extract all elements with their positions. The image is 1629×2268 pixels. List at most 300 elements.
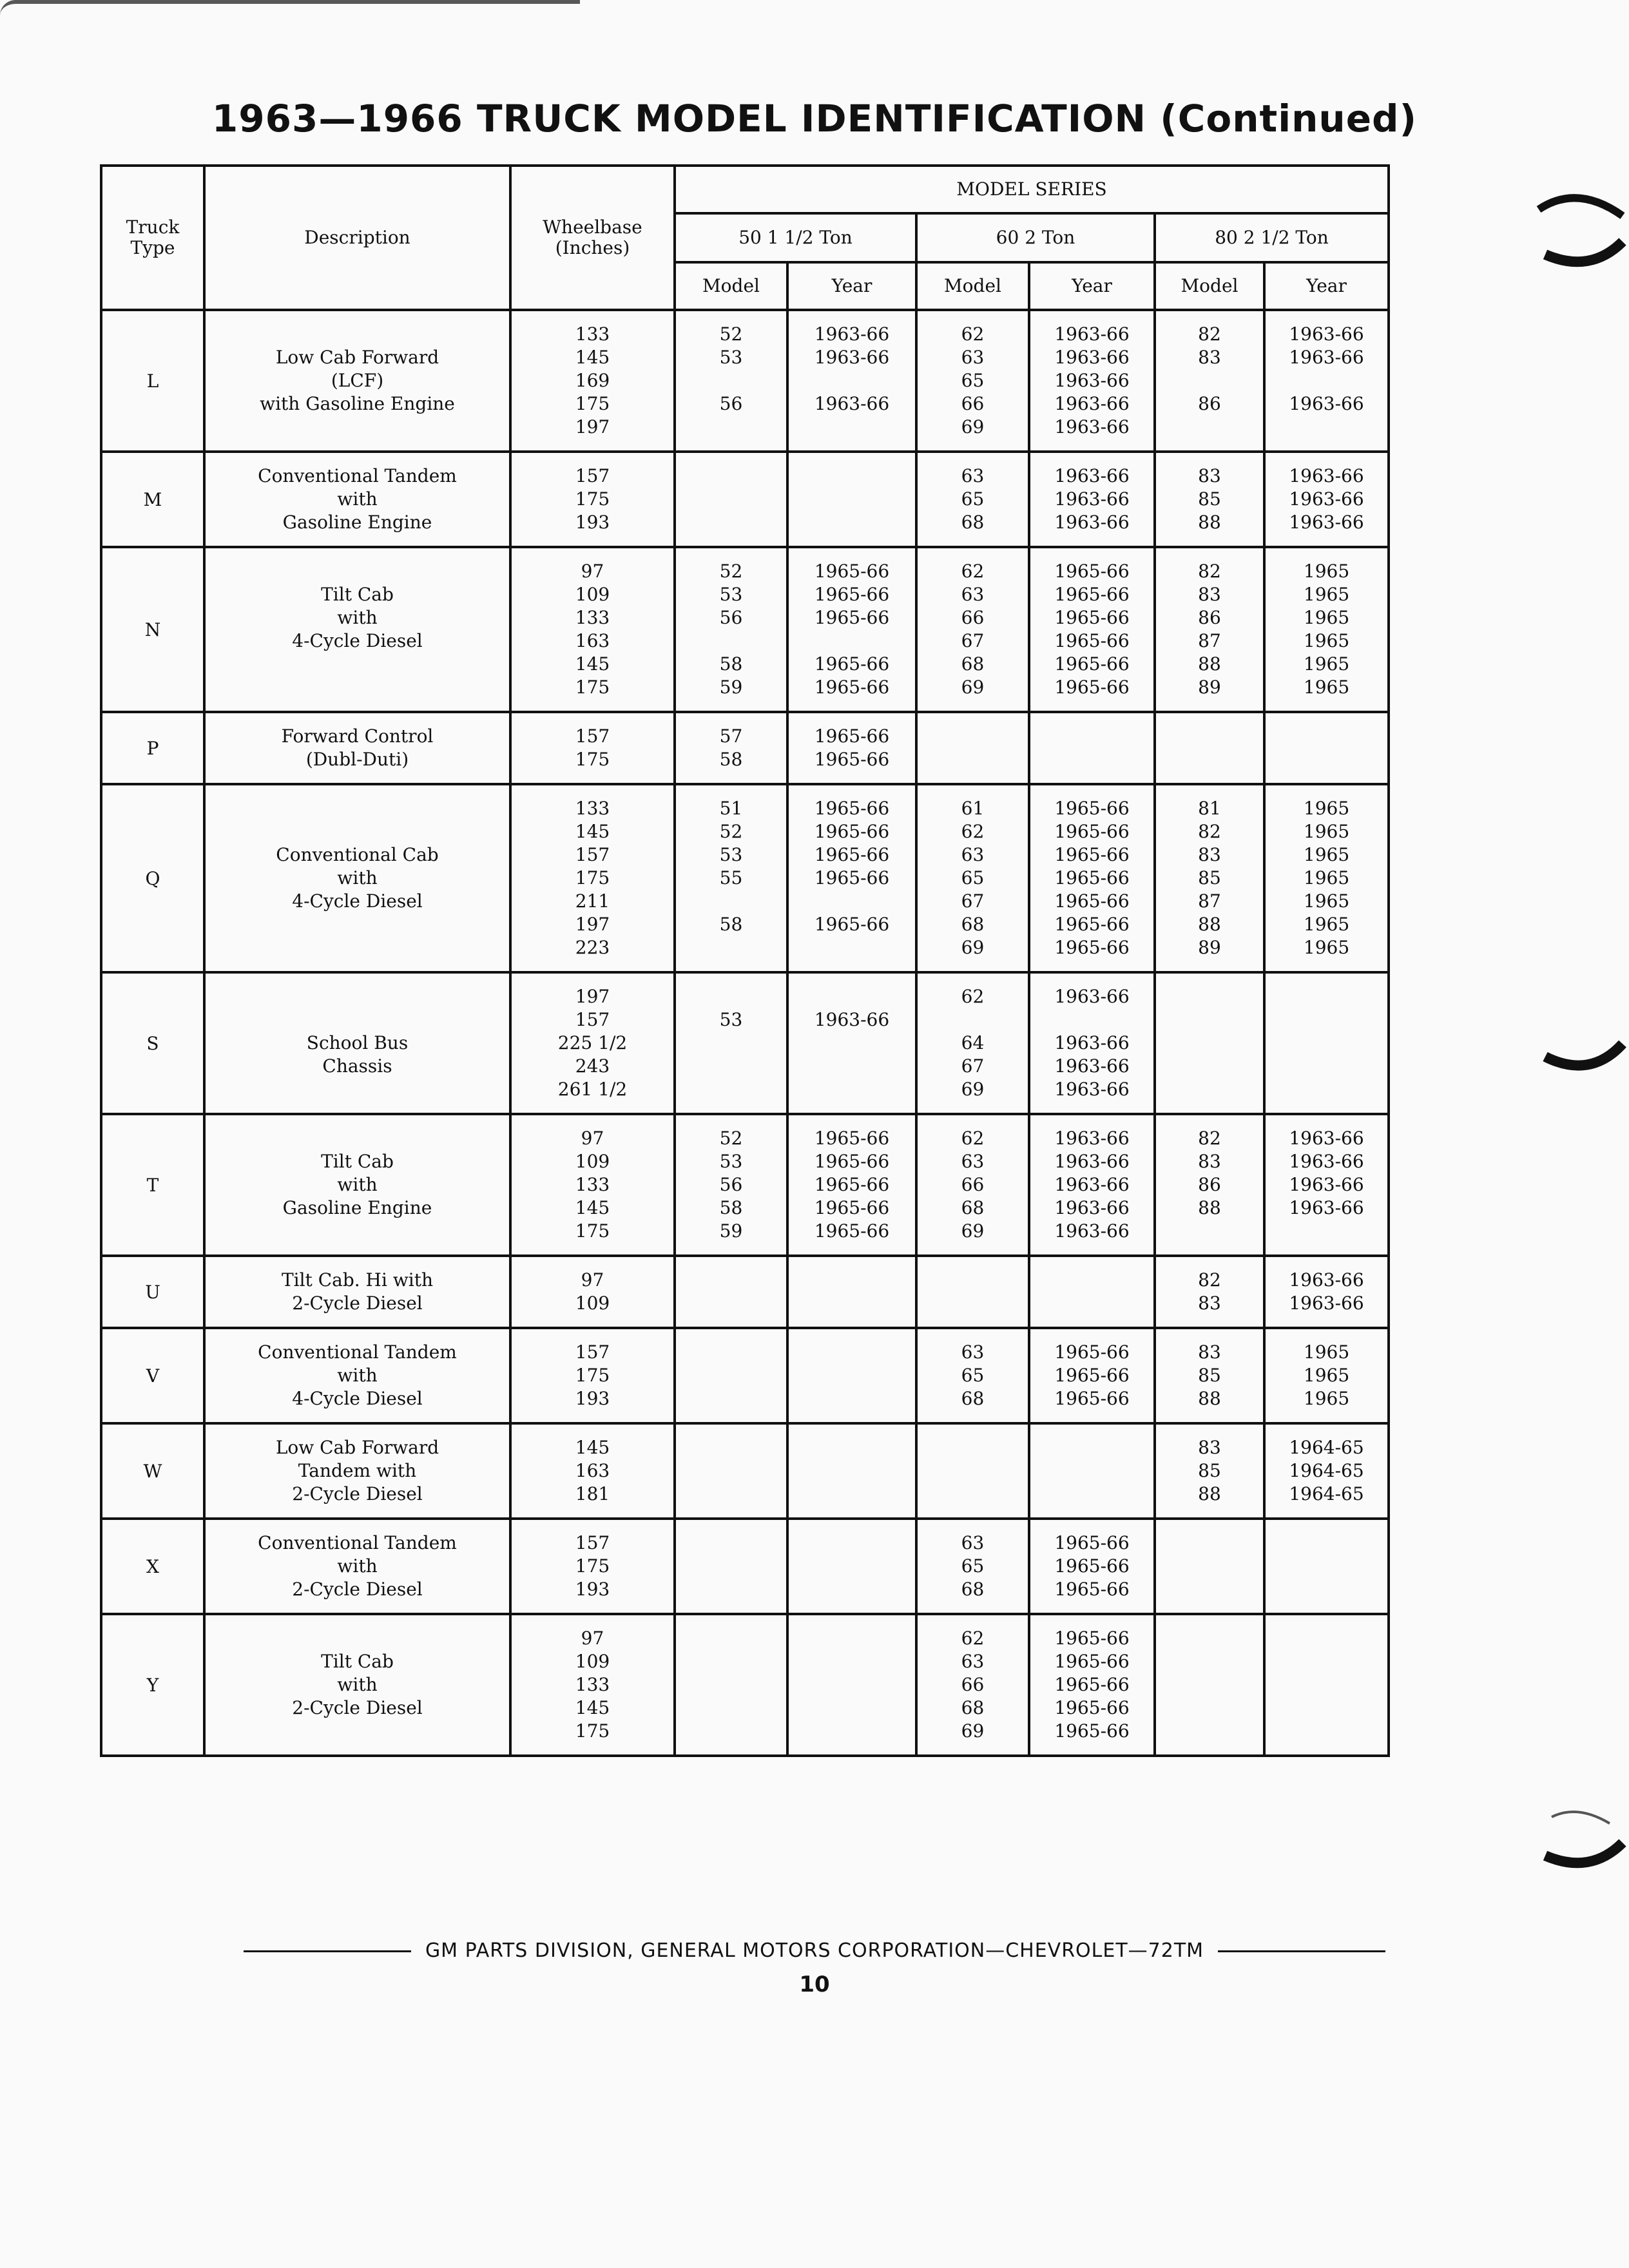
description-line: Forward Control: [281, 726, 434, 747]
model-60-value: [918, 1459, 1028, 1483]
year-80-value: 1965: [1303, 561, 1350, 582]
year-80-value: [1266, 1720, 1387, 1743]
year-80-value: [1266, 748, 1387, 771]
year-80-cell: [1264, 784, 1389, 972]
year-60-cell: [1029, 1328, 1155, 1423]
model-80-value: 88: [1198, 512, 1221, 533]
model-80-cell: [1155, 1614, 1264, 1756]
year-50-value: 1965-66: [814, 1151, 890, 1172]
year-50-cell: [787, 1328, 916, 1423]
description-line: (Dubl-Duti): [305, 749, 409, 770]
year-80-cell: [1264, 310, 1389, 452]
model-50-value: 58: [719, 1197, 743, 1218]
model-80-value: 83: [1198, 1437, 1221, 1458]
model-60-value: 68: [961, 512, 985, 533]
model-60-value: 65: [961, 867, 985, 889]
truck-type-cell: P: [101, 712, 204, 784]
year-60-value: 1965-66: [1054, 1365, 1130, 1386]
year-80-cell: [1264, 1614, 1389, 1756]
year-50-value: 1963-66: [814, 1009, 890, 1030]
model-60-value: 62: [961, 986, 985, 1007]
year-80-value: 1965: [1303, 914, 1350, 935]
model-50-value: 53: [719, 1009, 743, 1030]
model-60-value: 63: [961, 1532, 985, 1553]
model-80-cell: [1155, 452, 1264, 547]
table-row: [101, 1423, 1389, 1519]
binder-hole-mark-middle: [1526, 992, 1629, 1089]
wheelbase-value: 163: [575, 1460, 610, 1481]
model-50-value: 51: [719, 798, 743, 819]
model-60-value: 66: [961, 1674, 985, 1695]
year-60-value: 1965-66: [1054, 653, 1130, 675]
model-60-value: [918, 748, 1028, 771]
model-60-value: 68: [961, 1697, 985, 1718]
description-line: [206, 913, 509, 936]
wheelbase-value: 169: [575, 370, 610, 391]
description-line: 2-Cycle Diesel: [292, 1697, 423, 1718]
model-80-value: [1156, 1555, 1263, 1578]
model-60-cell: [916, 972, 1029, 1114]
year-60-value: [1030, 1269, 1153, 1292]
description-line: [206, 676, 509, 699]
model-80-value: 85: [1198, 1365, 1221, 1386]
model-60-value: 62: [961, 821, 985, 842]
wheelbase-cell: [510, 712, 675, 784]
model-60-value: [918, 725, 1028, 748]
wheelbase-value: 175: [575, 1365, 610, 1386]
year-80-value: [1266, 1578, 1387, 1601]
model-60-value: 68: [961, 914, 985, 935]
model-80-value: 88: [1198, 653, 1221, 675]
description-line: with: [337, 1674, 378, 1695]
year-80-value: 1963-66: [1289, 1269, 1364, 1291]
year-60-value: [1030, 1292, 1153, 1315]
year-80-value: [1266, 416, 1387, 439]
model-50-value: [676, 1555, 786, 1578]
description-line: Low Cab Forward: [275, 1437, 439, 1458]
year-50-value: [789, 1532, 915, 1555]
description-cell: [204, 1423, 510, 1519]
model-50-value: 57: [719, 726, 743, 747]
wheelbase-value: 175: [575, 677, 610, 698]
description-line: 2-Cycle Diesel: [292, 1483, 423, 1504]
year-80-cell: [1264, 1114, 1389, 1256]
model-80-value: [1156, 416, 1263, 439]
model-50-value: [676, 488, 786, 511]
year-50-value: [789, 1436, 915, 1459]
wheelbase-cell: [510, 310, 675, 452]
year-60-value: 1965-66: [1054, 677, 1130, 698]
model-60-value: [918, 1436, 1028, 1459]
header-truck-type: Truck Type: [101, 166, 204, 310]
model-80-cell: [1155, 310, 1264, 452]
model-50-value: 53: [719, 1151, 743, 1172]
model-80-value: 83: [1198, 844, 1221, 865]
wheelbase-value: 243: [575, 1055, 610, 1077]
header-year-80: Year: [1264, 262, 1389, 310]
model-60-value: 65: [961, 1365, 985, 1386]
truck-type-cell: T: [101, 1114, 204, 1256]
year-50-value: 1965-66: [814, 749, 890, 770]
year-60-cell: [1029, 972, 1155, 1114]
description-line: with: [337, 1365, 378, 1386]
model-80-value: 88: [1198, 1388, 1221, 1409]
year-80-value: 1963-66: [1289, 1197, 1364, 1218]
year-50-value: 1965-66: [814, 561, 890, 582]
year-80-value: 1963-66: [1289, 465, 1364, 486]
description-line: [206, 416, 509, 439]
model-80-value: [1156, 725, 1263, 748]
year-80-cell: [1264, 452, 1389, 547]
model-50-cell: [675, 1519, 787, 1614]
wheelbase-value: 97: [581, 561, 604, 582]
year-60-value: [1030, 1008, 1153, 1032]
model-80-value: [1156, 985, 1263, 1008]
model-60-value: [918, 1269, 1028, 1292]
model-50-value: [676, 629, 786, 653]
model-60-value: 66: [961, 393, 985, 414]
truck-type-cell: Y: [101, 1614, 204, 1756]
truck-type-cell: Q: [101, 784, 204, 972]
scan-edge-mark: [0, 0, 580, 15]
model-80-value: [1156, 748, 1263, 771]
year-50-value: [789, 1292, 915, 1315]
wheelbase-value: 97: [581, 1628, 604, 1649]
year-50-value: 1963-66: [814, 323, 890, 345]
year-50-value: [789, 1696, 915, 1720]
description-line: [206, 936, 509, 959]
wheelbase-value: 211: [575, 890, 610, 912]
year-60-value: 1965-66: [1054, 798, 1130, 819]
year-50-cell: [787, 1519, 916, 1614]
description-line: Chassis: [322, 1055, 392, 1077]
year-50-value: [789, 1364, 915, 1387]
wheelbase-cell: [510, 452, 675, 547]
description-line: [206, 1078, 509, 1101]
model-80-value: [1156, 1532, 1263, 1555]
year-80-value: [1266, 1673, 1387, 1696]
year-60-cell: [1029, 784, 1155, 972]
model-80-value: 83: [1198, 465, 1221, 486]
wheelbase-value: 193: [575, 512, 610, 533]
model-80-value: 88: [1198, 914, 1221, 935]
model-50-value: 56: [719, 1174, 743, 1195]
year-60-cell: [1029, 1423, 1155, 1519]
year-80-value: 1963-66: [1289, 1174, 1364, 1195]
year-50-value: [789, 416, 915, 439]
wheelbase-value: 133: [575, 323, 610, 345]
model-50-value: [676, 465, 786, 488]
description-line: Low Cab Forward: [275, 347, 439, 368]
model-60-value: 61: [961, 798, 985, 819]
year-50-cell: [787, 1256, 916, 1328]
model-60-value: 67: [961, 890, 985, 912]
model-80-cell: [1155, 712, 1264, 784]
model-50-value: [676, 511, 786, 534]
year-60-value: 1965-66: [1054, 844, 1130, 865]
model-50-value: [676, 416, 786, 439]
model-60-value: 68: [961, 653, 985, 675]
model-50-value: [676, 1578, 786, 1601]
wheelbase-value: 109: [575, 1151, 610, 1172]
description-line: [206, 1220, 509, 1243]
year-60-value: 1965-66: [1054, 1720, 1130, 1742]
year-60-cell: [1029, 310, 1155, 452]
truck-type-cell: L: [101, 310, 204, 452]
description-line: 4-Cycle Diesel: [292, 1388, 423, 1409]
model-50-value: [676, 985, 786, 1008]
year-50-value: 1965-66: [814, 584, 890, 605]
year-50-value: [789, 1650, 915, 1673]
truck-type-cell: N: [101, 547, 204, 712]
year-60-value: 1963-66: [1054, 488, 1130, 510]
description-line: 4-Cycle Diesel: [292, 630, 423, 651]
year-80-value: [1266, 1555, 1387, 1578]
year-80-value: [1266, 1078, 1387, 1101]
wheelbase-value: 175: [575, 1555, 610, 1577]
model-60-cell: [916, 1328, 1029, 1423]
model-50-value: 52: [719, 1128, 743, 1149]
description-line: with Gasoline Engine: [260, 393, 455, 414]
model-50-value: 53: [719, 584, 743, 605]
model-80-value: 88: [1198, 1197, 1221, 1218]
model-50-value: [676, 1696, 786, 1720]
year-60-value: 1965-66: [1054, 821, 1130, 842]
wheelbase-value: 145: [575, 821, 610, 842]
model-60-value: 63: [961, 465, 985, 486]
description-line: Gasoline Engine: [282, 512, 432, 533]
year-60-value: 1965-66: [1054, 607, 1130, 628]
wheelbase-cell: [510, 1423, 675, 1519]
wheelbase-value: 109: [575, 584, 610, 605]
year-60-value: 1963-66: [1054, 1032, 1130, 1053]
model-50-cell: [675, 1328, 787, 1423]
model-60-cell: [916, 1423, 1029, 1519]
page-number: 10: [799, 1972, 830, 1997]
year-80-value: [1266, 725, 1387, 748]
year-50-value: 1965-66: [814, 867, 890, 889]
model-50-value: [676, 1459, 786, 1483]
model-50-value: [676, 1720, 786, 1743]
year-60-cell: [1029, 1256, 1155, 1328]
model-60-value: 69: [961, 677, 985, 698]
model-60-value: 65: [961, 1555, 985, 1577]
year-60-value: 1965-66: [1054, 561, 1130, 582]
table-row: [101, 452, 1389, 547]
model-80-value: [1156, 1220, 1263, 1243]
model-50-cell: [675, 1614, 787, 1756]
year-60-value: 1965-66: [1054, 937, 1130, 958]
description-cell: [204, 310, 510, 452]
model-80-value: 82: [1198, 821, 1221, 842]
model-60-value: 65: [961, 488, 985, 510]
year-60-value: 1963-66: [1054, 370, 1130, 391]
model-50-value: [676, 1269, 786, 1292]
year-80-value: 1965: [1303, 653, 1350, 675]
year-50-value: 1965-66: [814, 726, 890, 747]
year-80-value: 1963-66: [1289, 1151, 1364, 1172]
description-line: [206, 1008, 509, 1032]
table-row: [101, 310, 1389, 452]
year-60-value: 1965-66: [1054, 1555, 1130, 1577]
wheelbase-value: 157: [575, 1341, 610, 1363]
table-row: [101, 1614, 1389, 1756]
wheelbase-cell: [510, 1614, 675, 1756]
model-50-value: [676, 369, 786, 392]
model-50-cell: [675, 712, 787, 784]
model-50-value: [676, 1532, 786, 1555]
year-80-value: [1266, 1532, 1387, 1555]
model-60-value: 67: [961, 1055, 985, 1077]
year-60-value: 1963-66: [1054, 1174, 1130, 1195]
model-60-cell: [916, 310, 1029, 452]
table-row: [101, 547, 1389, 712]
wheelbase-value: 175: [575, 1720, 610, 1742]
year-60-value: 1965-66: [1054, 1532, 1130, 1553]
model-60-cell: [916, 1614, 1029, 1756]
year-50-value: [789, 1627, 915, 1650]
header-model-50: Model: [675, 262, 787, 310]
header-description: Description: [204, 166, 510, 310]
year-80-value: 1963-66: [1289, 1293, 1364, 1314]
model-60-value: 69: [961, 1220, 985, 1242]
year-80-value: 1965: [1303, 821, 1350, 842]
model-80-cell: [1155, 1423, 1264, 1519]
wheelbase-value: 157: [575, 1532, 610, 1553]
model-50-value: 58: [719, 914, 743, 935]
year-60-value: 1963-66: [1054, 1220, 1130, 1242]
model-80-value: [1156, 1032, 1263, 1055]
year-80-value: 1963-66: [1289, 347, 1364, 368]
year-80-value: 1963-66: [1289, 393, 1364, 414]
year-80-value: 1963-66: [1289, 1128, 1364, 1149]
wheelbase-value: 175: [575, 867, 610, 889]
wheelbase-value: 197: [575, 914, 610, 935]
model-80-cell: [1155, 1256, 1264, 1328]
description-line: (LCF): [331, 370, 384, 391]
year-50-value: 1965-66: [814, 798, 890, 819]
description-line: [206, 1720, 509, 1743]
wheelbase-value: 175: [575, 1220, 610, 1242]
year-60-value: 1963-66: [1054, 986, 1130, 1007]
model-60-value: 62: [961, 323, 985, 345]
model-50-value: [676, 1292, 786, 1315]
year-50-cell: [787, 972, 916, 1114]
model-50-value: 58: [719, 653, 743, 675]
wheelbase-value: 133: [575, 1674, 610, 1695]
model-50-value: 52: [719, 821, 743, 842]
year-60-cell: [1029, 712, 1155, 784]
table-row: [101, 1114, 1389, 1256]
year-60-value: 1965-66: [1054, 1651, 1130, 1672]
year-80-value: 1965: [1303, 798, 1350, 819]
wheelbase-cell: [510, 1256, 675, 1328]
description-line: [206, 797, 509, 820]
year-50-value: [789, 1673, 915, 1696]
model-80-value: 89: [1198, 677, 1221, 698]
year-80-value: 1965: [1303, 1388, 1350, 1409]
description-line: 2-Cycle Diesel: [292, 1293, 423, 1314]
model-80-value: 88: [1198, 1483, 1221, 1504]
wheelbase-value: 197: [575, 416, 610, 437]
wheelbase-value: 109: [575, 1651, 610, 1672]
model-60-value: 69: [961, 1079, 985, 1100]
model-80-value: 85: [1198, 488, 1221, 510]
model-50-cell: [675, 452, 787, 547]
model-60-value: 63: [961, 844, 985, 865]
year-80-value: [1266, 369, 1387, 392]
model-80-value: 86: [1198, 393, 1221, 414]
wheelbase-value: 261 1/2: [557, 1079, 628, 1100]
model-50-cell: [675, 310, 787, 452]
model-80-value: [1156, 1055, 1263, 1078]
footer-rule-left: [244, 1950, 411, 1952]
year-50-value: [789, 1555, 915, 1578]
year-60-cell: [1029, 547, 1155, 712]
model-50-cell: [675, 1256, 787, 1328]
model-50-cell: [675, 1114, 787, 1256]
year-60-value: [1030, 1483, 1153, 1506]
year-60-value: 1965-66: [1054, 890, 1130, 912]
year-80-cell: [1264, 1256, 1389, 1328]
year-50-value: 1965-66: [814, 677, 890, 698]
model-60-value: 63: [961, 584, 985, 605]
year-50-value: 1963-66: [814, 393, 890, 414]
year-50-cell: [787, 1114, 916, 1256]
model-50-cell: [675, 784, 787, 972]
model-60-value: 68: [961, 1197, 985, 1218]
description-line: Tilt Cab: [321, 1151, 394, 1172]
description-line: Conventional Tandem: [258, 1341, 457, 1363]
description-line: Tilt Cab: [321, 584, 394, 605]
model-60-value: 69: [961, 1720, 985, 1742]
model-60-value: 68: [961, 1579, 985, 1600]
model-80-value: 83: [1198, 347, 1221, 368]
year-80-value: 1963-66: [1289, 488, 1364, 510]
model-80-value: 82: [1198, 323, 1221, 345]
year-50-cell: [787, 1614, 916, 1756]
year-80-cell: [1264, 712, 1389, 784]
model-80-cell: [1155, 547, 1264, 712]
header-model-series: MODEL SERIES: [675, 166, 1389, 213]
wheelbase-value: 133: [575, 798, 610, 819]
description-line: with: [337, 1555, 378, 1577]
year-50-value: 1965-66: [814, 1128, 890, 1149]
model-80-value: 85: [1198, 1460, 1221, 1481]
year-80-value: 1965: [1303, 844, 1350, 865]
model-50-value: [676, 1650, 786, 1673]
model-50-value: [676, 1483, 786, 1506]
truck-type-cell: U: [101, 1256, 204, 1328]
year-50-cell: [787, 712, 916, 784]
table-row: [101, 1328, 1389, 1423]
year-80-value: 1965: [1303, 677, 1350, 698]
description-line: [206, 653, 509, 676]
year-60-value: 1963-66: [1054, 1151, 1130, 1172]
year-60-value: 1963-66: [1054, 1128, 1130, 1149]
model-50-value: 58: [719, 749, 743, 770]
model-60-value: 63: [961, 1151, 985, 1172]
model-60-value: 69: [961, 937, 985, 958]
year-50-value: [789, 488, 915, 511]
year-60-cell: [1029, 1614, 1155, 1756]
year-60-value: 1963-66: [1054, 347, 1130, 368]
year-50-value: 1965-66: [814, 1220, 890, 1242]
year-50-value: 1965-66: [814, 1197, 890, 1218]
model-50-value: 55: [719, 867, 743, 889]
model-50-value: [676, 890, 786, 913]
model-80-value: [1156, 1673, 1263, 1696]
